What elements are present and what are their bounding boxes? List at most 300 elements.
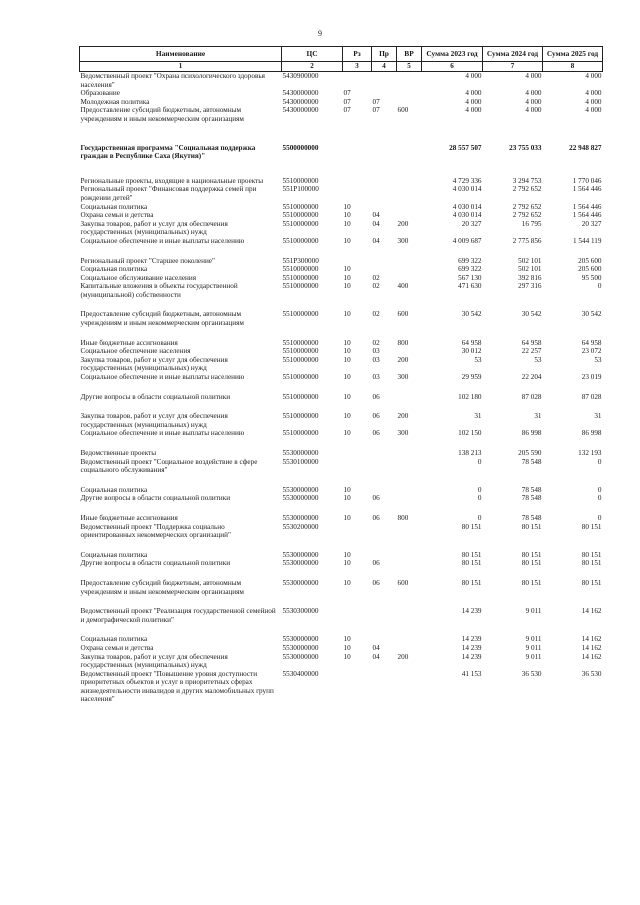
cell-pr: 07 xyxy=(372,106,380,115)
cell-sum-2024: 9 011 xyxy=(525,635,542,644)
cell-cs: 5530000000 xyxy=(282,513,319,522)
cell-sum-2025: 20 327 xyxy=(581,219,602,228)
table-row xyxy=(80,551,603,560)
cell-name: Закупка товаров, работ и услуг для обеспечения государственных (муниципальных) нужд xyxy=(80,652,228,670)
header-rz: Рз xyxy=(343,47,372,62)
cell-name: Иные бюджетные ассигнования xyxy=(80,513,178,522)
cell-rz: 10 xyxy=(343,578,351,587)
cell-cs: 5530000000 xyxy=(282,449,319,457)
cell-name: Закупка товаров, работ и услуг для обеспечения государственных (муниципальных) нужд xyxy=(80,219,228,237)
row-spacer xyxy=(80,382,603,393)
cell-vr xyxy=(397,89,422,98)
column-number: 1 xyxy=(80,62,282,72)
cell-sum-2025: 205 600 xyxy=(578,256,602,265)
cell-rz xyxy=(343,144,372,161)
cell-sum-2023: 0 xyxy=(477,485,482,494)
row-spacer xyxy=(80,438,603,449)
cell-rz: 10 xyxy=(343,550,351,559)
table-row xyxy=(80,670,603,704)
cell-cs: 5530100000 xyxy=(282,457,319,466)
cell-sum-2024: 2 792 652 xyxy=(512,211,542,220)
cell-name: Региональные проекты, входящие в национальные проекты xyxy=(80,176,264,185)
spacer-cell xyxy=(80,382,603,393)
cell-sum-2025: 95 500 xyxy=(581,273,602,282)
cell-vr xyxy=(397,72,422,90)
cell-name: Другие вопросы в области социальной политики xyxy=(80,494,231,503)
cell-sum-2024: 78 548 xyxy=(521,485,542,494)
cell-pr xyxy=(372,449,397,458)
cell-sum-2023: 0 xyxy=(477,494,482,503)
table-row xyxy=(80,347,603,356)
cell-pr xyxy=(372,523,397,540)
cell-vr: 200 xyxy=(397,355,409,364)
cell-name: Социальная политика xyxy=(80,635,148,644)
header-pr: Пр xyxy=(372,47,397,62)
cell-pr: 06 xyxy=(372,513,380,522)
cell-sum-2024: 87 028 xyxy=(521,392,542,401)
cell-sum-2025: 4 000 xyxy=(585,89,602,98)
spacer-cell xyxy=(80,401,603,412)
cell-name: Социальная политика xyxy=(80,265,148,274)
spacer-cell xyxy=(80,503,603,514)
cell-vr: 200 xyxy=(397,219,409,228)
table-row xyxy=(80,653,603,670)
cell-sum-2023: 4 729 336 xyxy=(452,176,482,185)
cell-rz xyxy=(343,458,372,475)
cell-cs: 5510000000 xyxy=(282,310,319,319)
cell-vr xyxy=(397,551,422,560)
cell-rz: 10 xyxy=(343,273,351,282)
cell-name: Предоставление субсидий бюджетным, автономным учреждениям и иным некоммерческим организациям xyxy=(80,578,244,596)
cell-vr xyxy=(397,458,422,475)
cell-name: Предоставление субсидий бюджетным, автономным учреждениям и иным некоммерческим организациям xyxy=(80,310,244,328)
cell-sum-2023: 4 000 xyxy=(465,89,482,98)
cell-vr: 600 xyxy=(397,578,409,587)
table-row xyxy=(80,559,603,568)
cell-vr xyxy=(397,486,422,495)
cell-sum-2023: 80 151 xyxy=(461,522,482,531)
cell-sum-2023: 53 xyxy=(474,355,482,364)
cell-rz xyxy=(343,72,372,90)
cell-sum-2025: 87 028 xyxy=(581,392,602,401)
table-row xyxy=(80,106,603,123)
cell-sum-2023: 0 xyxy=(477,513,482,522)
cell-vr xyxy=(397,274,422,283)
cell-cs: 5530000000 xyxy=(282,578,319,587)
cell-cs: 5510000000 xyxy=(282,392,319,401)
row-spacer xyxy=(80,475,603,486)
cell-cs: 5510000000 xyxy=(282,373,319,382)
column-number: 3 xyxy=(343,62,372,72)
cell-sum-2024: 4 000 xyxy=(525,72,542,80)
cell-sum-2023: 0 xyxy=(477,457,482,466)
cell-cs: 5530000000 xyxy=(282,559,319,568)
cell-pr: 03 xyxy=(372,347,380,356)
cell-sum-2023: 4 030 014 xyxy=(452,185,482,194)
cell-rz: 07 xyxy=(343,89,351,98)
cell-name: Ведомственный проект "Поддержка социально ориентированных некоммерческих организаций" xyxy=(80,522,231,540)
cell-name: Региональный проект "Финансовая поддержка семей при рождении детей" xyxy=(80,185,257,202)
cell-pr xyxy=(372,185,397,202)
column-number: 4 xyxy=(372,62,397,72)
cell-cs: 5510000000 xyxy=(282,338,319,347)
table-row xyxy=(80,177,603,186)
cell-vr: 800 xyxy=(397,338,409,347)
cell-sum-2025: 4 000 xyxy=(585,106,602,115)
table-row xyxy=(80,635,603,644)
cell-vr: 600 xyxy=(397,106,409,115)
cell-sum-2023: 4 000 xyxy=(465,97,482,106)
table-row xyxy=(80,282,603,299)
cell-sum-2024: 36 530 xyxy=(521,669,542,678)
header-cs: ЦС xyxy=(282,47,343,62)
row-spacer xyxy=(80,328,603,339)
spacer-cell xyxy=(80,438,603,449)
spacer-cell xyxy=(80,624,603,635)
column-number: 8 xyxy=(543,62,603,72)
cell-rz: 10 xyxy=(343,236,351,245)
cell-cs: 551P100000 xyxy=(282,185,319,194)
cell-sum-2025: 0 xyxy=(597,494,602,503)
cell-vr xyxy=(397,144,422,161)
cell-rz: 10 xyxy=(343,485,351,494)
cell-rz xyxy=(343,449,372,458)
cell-sum-2023: 4 000 xyxy=(465,106,482,115)
cell-vr: 300 xyxy=(397,236,409,245)
table-row xyxy=(80,393,603,402)
row-spacer xyxy=(80,540,603,551)
cell-sum-2024: 78 548 xyxy=(521,457,542,466)
cell-pr xyxy=(372,551,397,560)
cell-sum-2025: 23 072 xyxy=(581,347,602,356)
cell-name: Государственная программа "Социальная поддержка граждан в Республике Саха (Якутия)" xyxy=(80,143,256,161)
cell-vr xyxy=(397,559,422,568)
cell-rz: 10 xyxy=(343,559,351,568)
cell-cs: 5510000000 xyxy=(282,273,319,282)
cell-pr: 03 xyxy=(372,355,380,364)
table-row xyxy=(80,257,603,266)
cell-vr xyxy=(397,449,422,458)
cell-sum-2023: 699 322 xyxy=(458,256,482,265)
cell-vr: 200 xyxy=(397,652,409,661)
cell-pr xyxy=(372,144,397,161)
cell-sum-2025: 4 000 xyxy=(585,72,602,80)
cell-sum-2024: 80 151 xyxy=(521,578,542,587)
cell-sum-2023: 14 239 xyxy=(461,607,482,616)
cell-name: Другие вопросы в области социальной политики xyxy=(80,392,231,401)
cell-sum-2023: 29 959 xyxy=(461,373,482,382)
cell-sum-2025: 86 998 xyxy=(581,429,602,438)
cell-rz xyxy=(343,523,372,540)
cell-vr xyxy=(397,393,422,402)
cell-sum-2023: 80 151 xyxy=(461,550,482,559)
cell-sum-2024: 86 998 xyxy=(521,429,542,438)
cell-sum-2024: 4 000 xyxy=(525,106,542,115)
cell-vr xyxy=(397,177,422,186)
cell-rz: 10 xyxy=(343,338,351,347)
table-row xyxy=(80,356,603,373)
cell-sum-2023: 28 557 507 xyxy=(449,143,482,152)
table-row xyxy=(80,523,603,540)
cell-vr: 800 xyxy=(397,513,409,522)
cell-sum-2024: 80 151 xyxy=(521,559,542,568)
cell-rz: 10 xyxy=(343,513,351,522)
cell-vr xyxy=(397,644,422,653)
cell-cs: 5510000000 xyxy=(282,219,319,228)
table-row xyxy=(80,144,603,161)
cell-sum-2024: 64 958 xyxy=(521,338,542,347)
cell-sum-2024: 78 548 xyxy=(521,494,542,503)
cell-cs: 5510000000 xyxy=(282,355,319,364)
table-row xyxy=(80,412,603,429)
cell-cs: 5530000000 xyxy=(282,643,319,652)
cell-sum-2024: 16 795 xyxy=(521,219,542,228)
cell-rz: 07 xyxy=(343,106,351,115)
table-row xyxy=(80,494,603,503)
cell-name: Ведомственный проект "Социальное воздействие в сфере социального обслуживания" xyxy=(80,457,258,475)
cell-pr: 06 xyxy=(372,429,380,438)
cell-pr: 04 xyxy=(372,211,380,220)
cell-rz: 10 xyxy=(343,652,351,661)
table-row xyxy=(80,310,603,327)
header-sum-2025: Сумма 2025 год xyxy=(543,47,603,62)
cell-sum-2023: 41 153 xyxy=(461,669,482,678)
cell-sum-2025: 22 948 827 xyxy=(569,143,602,152)
cell-vr xyxy=(397,607,422,624)
table-header xyxy=(80,47,603,72)
table-row xyxy=(80,265,603,274)
cell-vr xyxy=(397,494,422,503)
cell-name: Предоставление субсидий бюджетным, автономным учреждениям и иным некоммерческим организациям xyxy=(80,106,244,123)
cell-rz: 10 xyxy=(343,265,351,274)
cell-cs: 5530000000 xyxy=(282,485,319,494)
cell-cs: 5510000000 xyxy=(282,265,319,274)
cell-name: Капитальные вложения в объекты государственной (муниципальной) собственности xyxy=(80,282,238,299)
spacer-cell xyxy=(80,475,603,486)
row-spacer xyxy=(80,503,603,514)
cell-sum-2023: 80 151 xyxy=(461,559,482,568)
table-row xyxy=(80,72,603,90)
cell-sum-2023: 567 130 xyxy=(458,273,482,282)
cell-sum-2023: 471 630 xyxy=(458,282,482,291)
cell-name: Социальная политика xyxy=(80,550,148,559)
table-row xyxy=(80,644,603,653)
row-spacer xyxy=(80,161,603,177)
row-spacer xyxy=(80,124,603,144)
row-spacer xyxy=(80,246,603,257)
cell-sum-2025: 1 564 446 xyxy=(572,202,602,211)
cell-sum-2024: 392 816 xyxy=(518,273,542,282)
page-number: 9 xyxy=(318,29,322,38)
cell-cs: 5510000000 xyxy=(282,429,319,438)
cell-name: Охрана семьи и детства xyxy=(80,643,154,652)
cell-pr: 06 xyxy=(372,578,380,587)
cell-sum-2025: 14 162 xyxy=(581,643,602,652)
cell-pr xyxy=(372,89,397,98)
table-row xyxy=(80,237,603,246)
cell-sum-2025: 1 770 046 xyxy=(572,176,602,185)
cell-sum-2025: 30 542 xyxy=(581,310,602,319)
cell-sum-2023: 4 030 014 xyxy=(452,211,482,220)
cell-sum-2025: 23 019 xyxy=(581,373,602,382)
cell-rz: 10 xyxy=(343,429,351,438)
cell-name: Ведомственный проект "Реализация государственной семейной и демографической политики" xyxy=(80,607,276,624)
cell-sum-2025: 36 530 xyxy=(581,669,602,678)
cell-sum-2025: 14 162 xyxy=(581,652,602,661)
cell-sum-2025: 53 xyxy=(594,355,602,364)
column-number: 7 xyxy=(483,62,543,72)
column-number: 6 xyxy=(422,62,483,72)
cell-sum-2025: 14 162 xyxy=(581,607,602,616)
spacer-cell xyxy=(80,124,603,144)
cell-vr: 300 xyxy=(397,429,409,438)
cell-rz xyxy=(343,177,372,186)
cell-sum-2023: 14 239 xyxy=(461,652,482,661)
cell-name: Охрана семьи и детства xyxy=(80,211,154,220)
cell-pr xyxy=(372,486,397,495)
cell-sum-2023: 30 542 xyxy=(461,310,482,319)
cell-pr xyxy=(372,265,397,274)
cell-name: Ведомственный проект "Охрана психологического здоровья населения" xyxy=(80,72,265,89)
cell-sum-2024: 205 590 xyxy=(518,449,542,457)
table-row xyxy=(80,607,603,624)
cell-rz xyxy=(343,607,372,624)
cell-name: Другие вопросы в области социальной политики xyxy=(80,559,231,568)
cell-cs: 5530300000 xyxy=(282,607,319,616)
cell-pr xyxy=(372,177,397,186)
cell-cs: 5510000000 xyxy=(282,236,319,245)
header-vr: ВР xyxy=(397,47,422,62)
spacer-cell xyxy=(80,161,603,177)
cell-rz: 10 xyxy=(343,219,351,228)
cell-sum-2025: 205 600 xyxy=(578,265,602,274)
row-spacer xyxy=(80,596,603,607)
header-name: Наименование xyxy=(80,47,282,62)
cell-sum-2023: 699 322 xyxy=(458,265,482,274)
cell-rz: 07 xyxy=(343,97,351,106)
cell-sum-2024: 9 011 xyxy=(525,607,542,616)
cell-name: Социальная политика xyxy=(80,202,148,211)
cell-vr xyxy=(397,203,422,212)
cell-cs: 5530000000 xyxy=(282,635,319,644)
row-spacer xyxy=(80,568,603,579)
cell-sum-2024: 23 755 033 xyxy=(509,143,542,152)
cell-cs: 5530000000 xyxy=(282,494,319,503)
cell-sum-2024: 2 792 652 xyxy=(512,202,542,211)
cell-sum-2024: 2 775 856 xyxy=(512,236,542,245)
cell-rz: 10 xyxy=(343,310,351,319)
table-row xyxy=(80,220,603,237)
cell-name: Социальное обеспечение и иные выплаты населению xyxy=(80,429,245,438)
cell-sum-2023: 80 151 xyxy=(461,578,482,587)
cell-sum-2024: 297 316 xyxy=(518,282,542,291)
cell-sum-2025: 80 151 xyxy=(581,550,602,559)
row-spacer xyxy=(80,299,603,310)
cell-sum-2025: 80 151 xyxy=(581,559,602,568)
cell-rz: 10 xyxy=(343,373,351,382)
cell-vr xyxy=(397,185,422,202)
cell-sum-2024: 78 548 xyxy=(521,513,542,522)
cell-rz: 10 xyxy=(343,282,351,291)
cell-pr: 04 xyxy=(372,652,380,661)
table-row xyxy=(80,274,603,283)
cell-cs: 5500000000 xyxy=(282,143,319,152)
spacer-cell xyxy=(80,568,603,579)
cell-sum-2024: 22 204 xyxy=(521,373,542,382)
cell-sum-2025: 0 xyxy=(597,282,602,291)
cell-cs: 5510000000 xyxy=(282,347,319,356)
cell-sum-2024: 2 792 652 xyxy=(512,185,542,194)
cell-rz: 10 xyxy=(343,635,351,644)
cell-name: Молодежная политика xyxy=(80,97,150,106)
cell-cs: 5530000000 xyxy=(282,550,319,559)
cell-vr xyxy=(397,347,422,356)
cell-pr: 06 xyxy=(372,412,380,421)
cell-sum-2025: 80 151 xyxy=(581,522,602,531)
cell-cs: 5510000000 xyxy=(282,412,319,421)
cell-sum-2023: 14 239 xyxy=(461,635,482,644)
cell-vr xyxy=(397,257,422,266)
cell-sum-2025: 0 xyxy=(597,457,602,466)
cell-pr xyxy=(372,635,397,644)
table-row xyxy=(80,339,603,348)
cell-pr: 02 xyxy=(372,282,380,291)
spacer-cell xyxy=(80,299,603,310)
cell-pr xyxy=(372,72,397,90)
cell-pr: 04 xyxy=(372,219,380,228)
cell-name: Ведомственные проекты xyxy=(80,449,157,457)
row-spacer xyxy=(80,624,603,635)
cell-rz: 10 xyxy=(343,494,351,503)
cell-vr xyxy=(397,98,422,107)
cell-cs: 5430900000 xyxy=(282,72,319,80)
cell-name: Социальное обеспечение и иные выплаты населению xyxy=(80,236,245,245)
cell-pr: 07 xyxy=(372,97,380,106)
cell-name: Закупка товаров, работ и услуг для обеспечения государственных (муниципальных) нужд xyxy=(80,355,228,373)
table-row xyxy=(80,373,603,382)
cell-vr: 600 xyxy=(397,310,409,319)
cell-sum-2024: 502 101 xyxy=(518,265,542,274)
cell-sum-2024: 4 000 xyxy=(525,97,542,106)
cell-rz: 10 xyxy=(343,211,351,220)
cell-sum-2023: 4 030 014 xyxy=(452,202,482,211)
cell-cs: 5430000000 xyxy=(282,106,319,115)
cell-rz xyxy=(343,670,372,704)
cell-sum-2025: 0 xyxy=(597,485,602,494)
cell-sum-2025: 0 xyxy=(597,513,602,522)
cell-vr: 200 xyxy=(397,412,409,421)
cell-rz: 10 xyxy=(343,355,351,364)
cell-name: Социальное обеспечение и иные выплаты населению xyxy=(80,373,245,382)
table-row xyxy=(80,458,603,475)
cell-vr xyxy=(397,635,422,644)
cell-sum-2025: 14 162 xyxy=(581,635,602,644)
cell-cs: 5430000000 xyxy=(282,89,319,98)
spacer-cell xyxy=(80,596,603,607)
table-row xyxy=(80,185,603,202)
table-row xyxy=(80,203,603,212)
cell-pr: 04 xyxy=(372,643,380,652)
cell-sum-2025: 132 193 xyxy=(578,449,602,457)
cell-sum-2025: 1 564 446 xyxy=(572,211,602,220)
cell-cs: 5530400000 xyxy=(282,669,319,678)
cell-pr xyxy=(372,203,397,212)
cell-cs: 5510000000 xyxy=(282,176,319,185)
cell-pr: 06 xyxy=(372,494,380,503)
cell-sum-2023: 31 xyxy=(474,412,482,421)
spacer-cell xyxy=(80,540,603,551)
cell-pr: 03 xyxy=(372,373,380,382)
